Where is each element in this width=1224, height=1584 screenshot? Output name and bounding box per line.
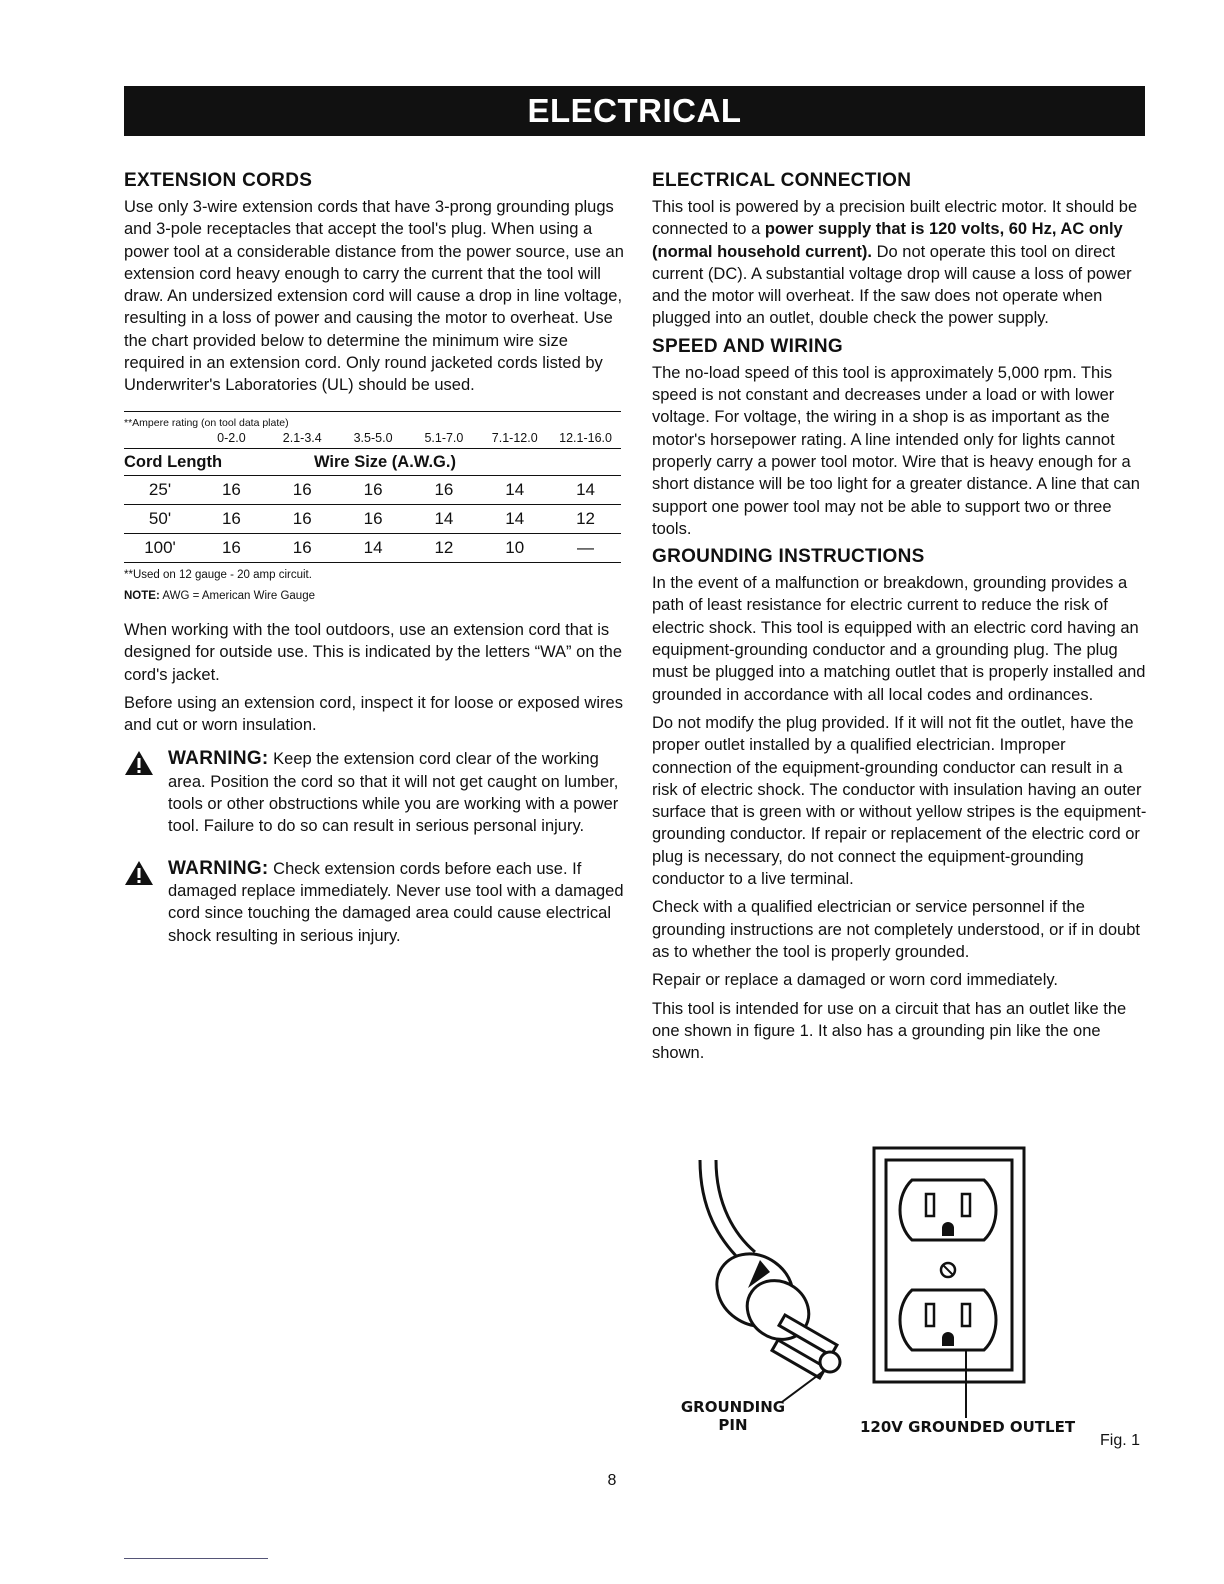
ampere-range: 3.5-5.0: [353, 430, 393, 445]
wire-size-cell: 16: [292, 537, 312, 557]
warning-block: [124, 748, 624, 837]
grounding-paragraph: Do not modify the plug provided. If it will not fit the outlet, have the proper outlet installed by a qualified electrician. Improper connection of the equipment-grounding conductor can result in a risk of electric shock. The conductor with insulation having an outer surface that is green with or without yellow stripes is the equipment-grounding conductor. If repair or replacement of the electric cord or plug is necessary, do not connect the equipment-grounding conductor to a live terminal.: [652, 713, 1147, 889]
wire-size-cell: 10: [505, 537, 525, 557]
grounding-paragraph: This tool is intended for use on a circuit that has an outlet like the one shown in figure 1. It also has a grounding pin like the one shown.: [652, 999, 1127, 1063]
outlet-label: 120V GROUNDED OUTLET: [860, 1418, 1076, 1436]
table-note: [124, 588, 621, 605]
right-column: [652, 170, 1148, 1070]
speed-wiring-paragraph: The no-load speed of this tool is approximately 5,000 rpm. This speed is not constant and decreases under a load or with lower voltage. For voltage, the wiring in a shop is as important as the motor's horsepower rating. A line intended only for lights cannot properly carry a power tool motor. Wire that is heavy enough for a short distance will be too light for a greater distance. A line that can support one power tool may not be able to support two or three tools.: [652, 363, 1140, 538]
grounding-paragraph: Repair or replace a damaged or worn cord immediately.: [652, 971, 1058, 990]
speed-wiring-heading: SPEED AND WIRING: [652, 335, 843, 357]
wire-size-cell: 16: [434, 479, 454, 499]
wire-size-cell: 16: [292, 508, 312, 528]
extension-cords-heading: EXTENSION CORDS: [124, 170, 313, 191]
cord-length-cell: 100': [144, 537, 176, 557]
section-title-banner: ELECTRICAL: [124, 86, 1145, 136]
wire-size-cell: 16: [292, 479, 312, 499]
wire-size-cell: —: [577, 537, 595, 557]
warning-triangle-icon: [124, 858, 168, 947]
table-header-row: [124, 448, 621, 476]
ampere-range: 5.1-7.0: [424, 430, 464, 445]
wire-size-cell: 16: [363, 508, 383, 528]
note-label: NOTE:: [124, 589, 160, 602]
cord-length-cell: 25': [148, 479, 172, 499]
table-row: [124, 476, 621, 505]
note-text: AWG = American Wire Gauge: [159, 589, 315, 602]
outlet-icon: [874, 1148, 1024, 1382]
wire-size-cell: 14: [505, 508, 525, 528]
cord-length-cell: 50': [148, 508, 172, 528]
grounding-paragraph: In the event of a malfunction or breakdown, grounding provides a path of least resistance for electric current to reduce the risk of electric shock. This tool is equipped with an electric cord having an equipment-grounding conductor and a grounding plug. The plug must be plugged into a matching outlet that is properly installed and grounded in accordance with all local codes and ordinances.: [652, 574, 1146, 704]
wire-size-cell: 14: [363, 537, 383, 557]
warning-label: WARNING:: [168, 857, 269, 879]
ampere-range-row: [124, 430, 621, 446]
wire-size-cell: 16: [221, 479, 241, 499]
outdoor-use-paragraph: When working with the tool outdoors, use an extension cord that is designed for outside use. This is indicated by the letters “WA” on the cord's jacket.: [124, 620, 623, 684]
warning-block: [124, 858, 624, 947]
ampere-range: 0-2.0: [217, 430, 246, 445]
plug-icon: [703, 1239, 840, 1378]
wire-size-cell: 12: [576, 508, 596, 528]
table-row: [124, 505, 621, 534]
wire-size-cell: 14: [434, 508, 454, 528]
electrical-connection-paragraph: This tool is powered by a precision built electric motor. It should be connected to a power supply that is 120 volts, 60 Hz, AC only (normal household current). Do not operate this tool on direct current (DC). A substantial voltage drop will cause a loss of power and the motor will overheat. If the saw does not operate when plugged into an outlet, double check the power supply.: [652, 198, 1138, 328]
warning-text: Check extension cords before each use. If damaged replace immediately. Never use tool with a damaged cord since touching the damaged area could cause electrical shock resulting in serious injury.: [168, 859, 624, 945]
left-column: [124, 170, 624, 959]
figure-caption: Fig. 1: [1100, 1432, 1141, 1449]
wire-size-cell: 12: [434, 537, 454, 557]
grounding-pin-label: GROUNDING PIN: [680, 1398, 786, 1434]
wire-size-cell: 14: [576, 479, 596, 499]
ampere-range: 12.1-16.0: [559, 430, 612, 445]
footer-rule: [124, 1558, 268, 1559]
figure-1: [660, 1140, 1160, 1460]
grounding-paragraph: Check with a qualified electrician or service personnel if the grounding instructions are not completely understood, or if in doubt as to whether the tool is properly grounded.: [652, 898, 1140, 961]
ampere-range: 7.1-12.0: [491, 430, 538, 445]
wire-size-header: Wire Size (A.W.G.): [314, 452, 456, 471]
electrical-connection-heading: ELECTRICAL CONNECTION: [652, 170, 912, 191]
extension-cords-paragraph: Use only 3-wire extension cords that have 3-prong grounding plugs and 3-pole receptacles that accept the tool's plug. When using a power tool at a considerable distance from the power source, use an extension cord heavy enough to carry the current that the tool will draw. An undersized extension cord will cause a drop in line voltage, resulting in a loss of power and causing the motor to overheat. Use the chart provided below to determine the minimum wire size required in an extension cord. Only round jacketed cords listed by Underwriter's Laboratories (UL) should be used.: [124, 198, 624, 395]
table-row: [124, 534, 621, 563]
ampere-range: 2.1-3.4: [282, 430, 322, 445]
ampere-rating-note: **Ampere rating (on tool data plate): [124, 411, 621, 430]
warning-text: Keep the extension cord clear of the working area. Position the cord so that it will not get caught on lumber, tools or other obstructions while you are working with a power tool. Failure to do so can result in serious personal injury.: [168, 750, 619, 836]
table-footnote: **Used on 12 gauge - 20 amp circuit.: [124, 568, 312, 581]
grounding-heading: GROUNDING INSTRUCTIONS: [652, 546, 925, 568]
wire-size-table: [124, 411, 621, 605]
warning-triangle-icon: [124, 748, 168, 837]
wire-size-cell: 14: [505, 479, 525, 499]
warning-label: WARNING:: [168, 748, 269, 770]
wire-size-cell: 16: [363, 479, 383, 499]
wire-size-cell: 16: [221, 537, 241, 557]
inspect-cord-paragraph: Before using an extension cord, inspect it for loose or exposed wires and cut or worn insulation.: [124, 693, 623, 735]
page-number: 8: [607, 1472, 617, 1489]
wire-size-cell: 16: [221, 508, 241, 528]
power-supply-spec: power supply that is 120 volts, 60 Hz, AC only (normal household current).: [652, 220, 1123, 261]
cord-length-header: Cord Length: [124, 452, 223, 471]
